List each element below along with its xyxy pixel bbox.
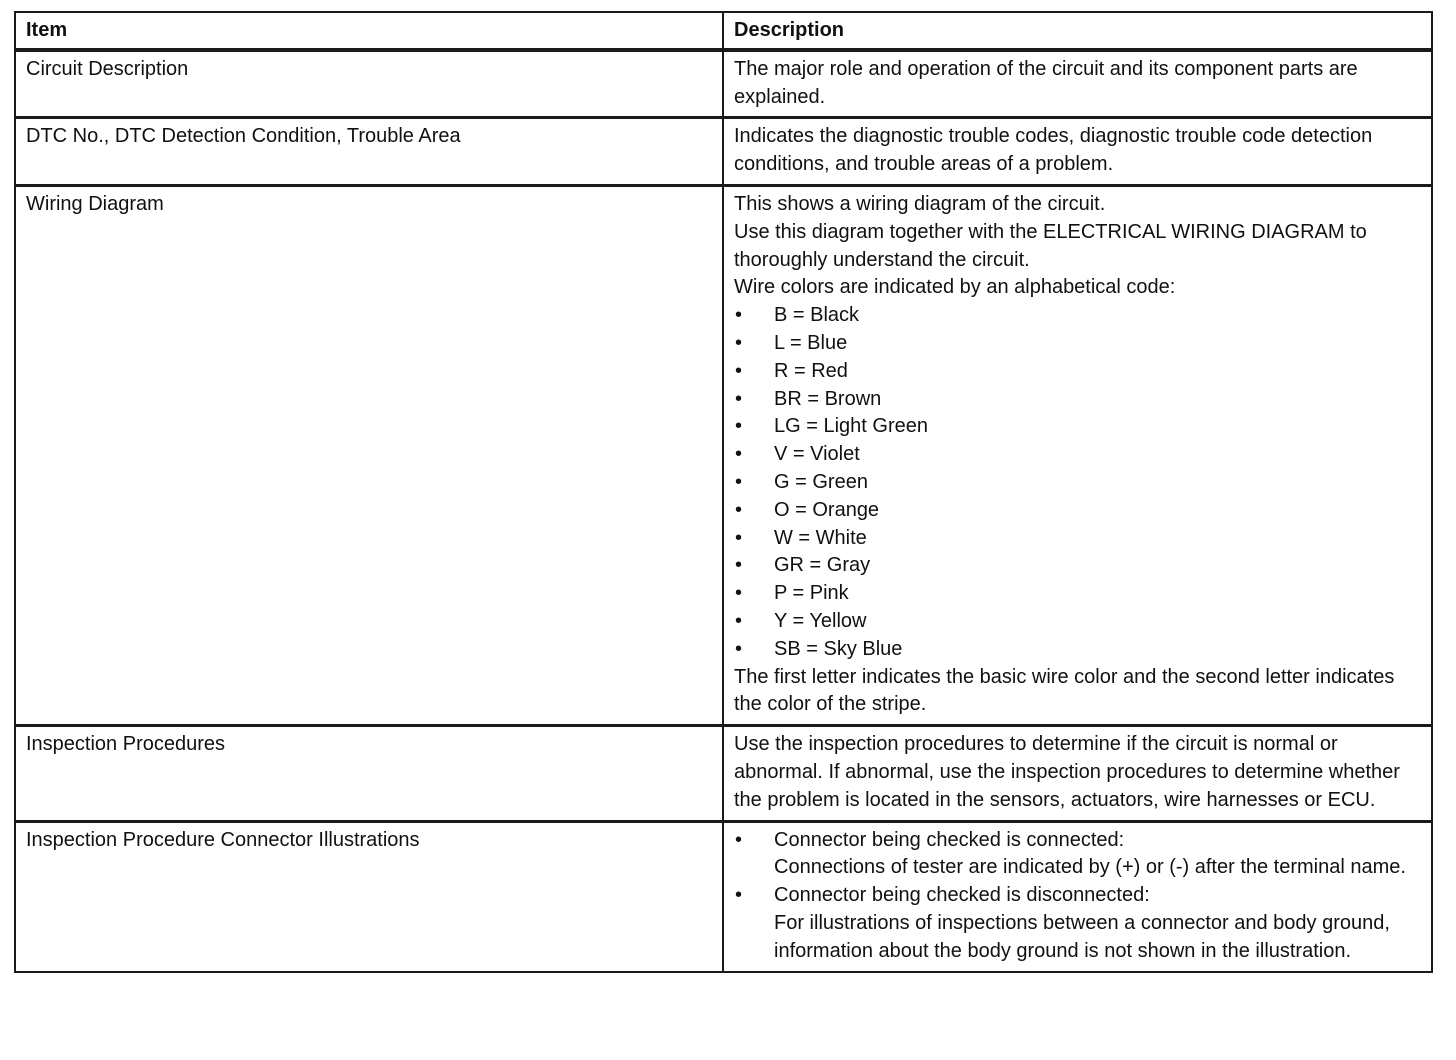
header-row [15,12,1432,50]
wire-color-item: • BR = Brown [734,386,1421,414]
wire-color-item: • V = Violet [734,441,1421,469]
reference-table [14,11,1433,973]
item-cell: DTC No., DTC Detection Condition, Trouble Area [15,118,723,186]
wire-color-item: • L = Blue [734,330,1421,358]
wire-color-item: • SB = Sky Blue [734,636,1421,664]
wire-color-item: • R = Red [734,358,1421,386]
item-cell: Inspection Procedures [15,726,723,821]
wire-color-item: • P = Pink [734,580,1421,608]
header-description: Description [723,12,1432,50]
connector-bullet-text: For illustrations of inspections between a connector and body ground, information about the body ground is not shown in the illustration. [774,911,1390,962]
connector-bullet [734,827,1421,883]
wire-color-item: • GR = Gray [734,552,1421,580]
description-line: Wire colors are indicated by an alphabetical code: [734,276,1176,299]
description-cell: Use the inspection procedures to determine if the circuit is normal or abnormal. If abnormal, use the inspection procedures to determine whether the problem is located in the sensors, actuators, wire harnesses or ECU. [723,726,1432,821]
table-row [15,821,1432,971]
connector-list [734,827,1421,966]
connector-bullet-title: • Connector being checked is disconnected: [774,884,1150,907]
description-cell: The major role and operation of the circuit and its component parts are explained. [723,50,1432,118]
wire-color-item: • LG = Light Green [734,413,1421,441]
wire-color-item: • B = Black [734,302,1421,330]
description-line: This shows a wiring diagram of the circuit. [734,192,1106,215]
item-cell: Inspection Procedure Connector Illustrations [15,821,723,971]
description-cell [723,821,1432,971]
description-cell [723,185,1432,725]
connector-bullet [734,882,1421,965]
item-cell: Circuit Description [15,50,723,118]
wire-color-item: • G = Green [734,469,1421,497]
wire-color-item: • Y = Yellow [734,608,1421,636]
wire-color-item: • W = White [734,525,1421,553]
wire-color-list [734,302,1421,663]
table-row [15,185,1432,725]
connector-bullet-text: Connections of tester are indicated by (+) or (-) after the terminal name. [774,856,1406,879]
header-item: Item [15,12,723,50]
connector-bullet-title: • Connector being checked is connected: [774,828,1125,851]
description-cell: Indicates the diagnostic trouble codes, diagnostic trouble code detection conditions, and trouble areas of a problem. [723,118,1432,186]
item-cell: Wiring Diagram [15,185,723,725]
description-line: The first letter indicates the basic wire color and the second letter indicates the color of the stripe. [734,665,1395,716]
wire-color-item: • O = Orange [734,497,1421,525]
table-row [15,118,1432,186]
description-line: Use this diagram together with the ELECTRICAL WIRING DIAGRAM to thoroughly understand the circuit. [734,220,1367,271]
table-row [15,50,1432,118]
table-row [15,726,1432,821]
